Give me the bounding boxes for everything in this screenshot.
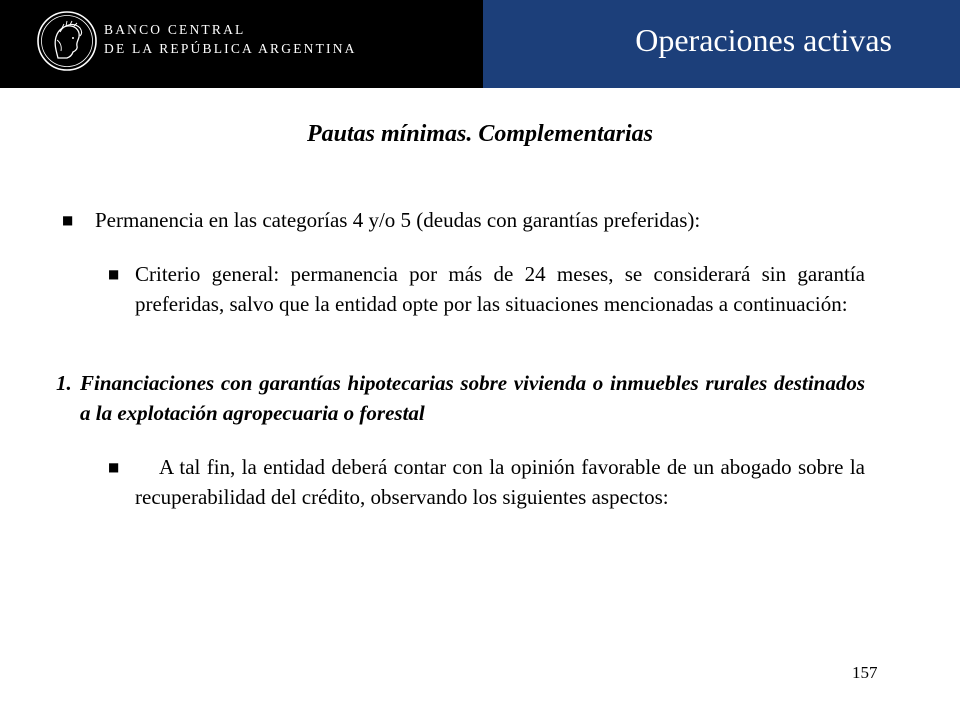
republic-effigy-seal-icon — [36, 10, 98, 72]
bullet-item-permanencia: Permanencia en las categorías 4 y/o 5 (deudas con garantías preferidas): — [95, 208, 701, 232]
numbered-item-financiaciones: Financiaciones con garantías hipotecarias sobre vivienda o inmuebles rurales destinados a la explotación agropecuaria o forestal — [80, 371, 865, 425]
square-bullet-icon: ■ — [62, 213, 74, 227]
square-bullet-icon: ■ — [108, 267, 120, 281]
bank-name-line1: BANCO CENTRAL — [104, 22, 246, 37]
slide-header — [0, 0, 960, 88]
section-title: Operaciones activas — [635, 22, 892, 58]
header-left-band — [0, 0, 483, 88]
bank-name-line2: DE LA REPÚBLICA ARGENTINA — [104, 41, 357, 56]
bullet-item-criterio-general: Criterio general: permanencia por más de 24 meses, se considerará sin garantía preferidas, salvo que la entidad opte por las situaciones mencionadas a continuación: — [135, 262, 865, 316]
square-bullet-icon: ■ — [108, 460, 120, 474]
bullet-item-abogado-text: A tal fin, la entidad deberá contar con la opinión favorable de un abogado sobre la recuperabilidad del crédito, observando los siguientes aspectos: — [135, 455, 865, 509]
numbered-label: 1. — [56, 371, 72, 395]
page-number: 157 — [852, 663, 878, 682]
bullet-item-abogado — [135, 452, 865, 512]
slide-subtitle: Pautas mínimas. Complementarias — [306, 121, 654, 147]
